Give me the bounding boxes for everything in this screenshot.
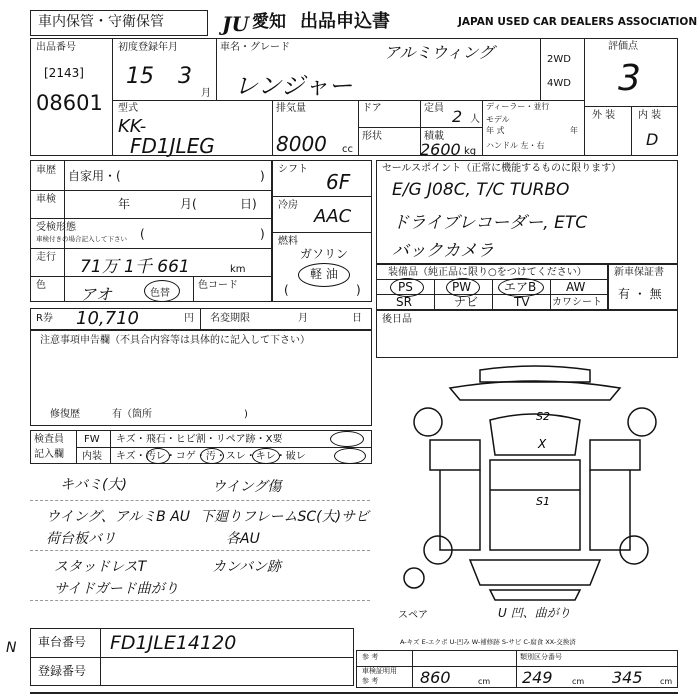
- inspector-l1: 検査員: [34, 434, 64, 445]
- cap-label: 定員: [424, 103, 444, 114]
- dims-len-unit: cm: [478, 677, 491, 686]
- dims-height: 345: [612, 668, 643, 687]
- sales-line3: バックカメラ: [392, 241, 494, 261]
- mileage-label: 走行: [36, 252, 56, 263]
- rename-label: 名変期限: [210, 313, 250, 324]
- disp-unit: cc: [342, 144, 353, 155]
- comment-4: 荷台板バリ: [46, 531, 116, 547]
- door-label: ドア: [362, 103, 382, 114]
- dims-cert1: 車検証明用: [362, 667, 397, 675]
- comment-7: スタッドレスT: [54, 559, 147, 575]
- vehicle-diagram: [390, 360, 680, 620]
- cap-unit: 人: [470, 114, 480, 125]
- load-label: 積載: [424, 131, 444, 142]
- color-code-label: 色コード: [198, 280, 238, 291]
- ext-label: 外 装: [592, 110, 616, 121]
- history-close: ): [260, 169, 265, 183]
- assoc-name: JAPAN USED CAR DEALERS ASSOCIATION: [458, 16, 698, 28]
- mark-s2: S2: [536, 410, 550, 423]
- comment-9: カンバン跡: [212, 559, 282, 575]
- cert-paren: (: [140, 227, 145, 241]
- comment-8: サイドガード曲がり: [54, 581, 179, 597]
- shift-label: シフト: [278, 164, 308, 175]
- recycle-label: R券: [36, 313, 53, 324]
- mark-x: X: [538, 437, 547, 451]
- fuel-label: 燃料: [278, 236, 298, 247]
- inspect-y: 年: [118, 197, 131, 211]
- rear-label: 後日品: [382, 314, 412, 325]
- row2-mark3: [252, 448, 280, 464]
- equip-seat: カワシート: [552, 297, 602, 308]
- equip-pw: PW: [452, 280, 472, 294]
- dims-cert2: 類別区分番号: [520, 653, 562, 661]
- row2-mark1: [146, 448, 170, 464]
- disp-value: 8000: [276, 132, 327, 156]
- equip-tv: TV: [514, 295, 530, 309]
- mark-s1: S1: [536, 495, 550, 508]
- int-value: D: [646, 130, 659, 149]
- warranty-label: 新車保証書: [614, 267, 664, 278]
- score-label: 評価点: [608, 41, 638, 52]
- damage-legend: A-キズ E-エクボ U-凹み W-補修跡 S-サビ C-腐食 XX-交換済: [400, 638, 576, 646]
- row1-items: キズ・飛石・ヒビ割・リペア跡・X要: [116, 434, 283, 445]
- recycle-unit: 円: [184, 313, 194, 324]
- dims-length: 860: [420, 668, 451, 687]
- equip-ps: PS: [398, 280, 413, 294]
- load-value: 2600: [420, 140, 461, 159]
- sales-line2: ドライブレコーダー, ETC: [392, 213, 588, 233]
- inspect-d: 日): [240, 197, 257, 211]
- row2-mark2: [200, 448, 224, 464]
- fuel-diesel: 軽 油: [310, 267, 338, 281]
- history-value: 自家用・(: [68, 169, 121, 183]
- sales-label: セールスポイント（正常に機能するものに限ります）: [382, 163, 622, 174]
- notes-label: 注意事項申告欄（不具合内容等は具体的に記入して下さい）: [40, 335, 310, 346]
- reg-month: 3: [178, 64, 192, 89]
- reg-year: 15: [126, 64, 154, 89]
- warranty-value: 有 ・ 無: [618, 287, 662, 301]
- name-label: 車名・グレード: [220, 42, 290, 53]
- spare-label: スペア: [398, 610, 428, 621]
- cert-sub: 車検付きの場合記入して下さい: [36, 235, 127, 243]
- comment-1: キバミ(大): [60, 477, 127, 493]
- fuel-circle: [298, 263, 350, 287]
- dims-width: 249: [522, 668, 553, 687]
- dims-ref2: 参 考: [362, 677, 379, 685]
- inspector-l2: 記入欄: [34, 449, 64, 460]
- margin-mark: N: [6, 640, 17, 656]
- comment-3: ウイング、アルミB AU: [46, 509, 191, 525]
- comment-6: 各AU: [226, 531, 260, 547]
- lot-sub: [2143]: [44, 66, 84, 80]
- equip-label: 装備品（純正品に限り○をつけてください）: [388, 267, 587, 278]
- grade-value: アルミウィング: [384, 43, 495, 62]
- comment-2: ウイング傷: [212, 479, 282, 495]
- shape-label: 形状: [362, 131, 382, 142]
- chassis-label: 車台番号: [38, 635, 87, 649]
- cert-close: ): [260, 227, 265, 241]
- shift-value: 6F: [326, 170, 351, 194]
- fuel-paren: (: [284, 283, 289, 297]
- storage-label: 車内保管・守衛保管: [38, 14, 164, 30]
- model-value: レンジャー: [234, 72, 353, 100]
- under-note: U 凹、曲がり: [498, 606, 571, 620]
- row2-cat: 内装: [82, 451, 102, 462]
- lot-label: 出品番号: [36, 42, 76, 53]
- color-value: アオ: [80, 285, 112, 304]
- color-change-circle: [144, 280, 180, 302]
- equip-sr: SR: [396, 295, 412, 309]
- sales-line1: E/G J08C, T/C TURBO: [392, 180, 570, 200]
- equip-airbag: エアB: [504, 280, 537, 294]
- rename-d: 日: [352, 313, 362, 324]
- repair-value: 有（箇所: [112, 409, 152, 420]
- row2-mark4: [334, 448, 366, 464]
- dealer-l3: 年 式: [486, 126, 505, 135]
- int-label: 内 装: [638, 110, 662, 121]
- form-title: 出品申込書: [300, 11, 390, 32]
- history-label: 車歴: [36, 165, 56, 176]
- cap-value: 2: [452, 107, 463, 126]
- ac-value: AAC: [314, 206, 352, 227]
- dealer-l4: ハンドル 左・右: [486, 141, 545, 150]
- reg-month-unit: 月: [201, 88, 211, 99]
- chassis-value: FD1JLE14120: [110, 632, 237, 654]
- rear-block: [376, 310, 678, 358]
- score-value: 3: [618, 58, 641, 99]
- repair-label: 修復歴: [50, 409, 80, 420]
- type-prefix: KK-: [118, 116, 147, 137]
- row1-mark: [330, 431, 364, 447]
- recycle-value: 10,710: [76, 308, 139, 329]
- dims-hei-unit: cm: [660, 677, 673, 686]
- fuel-gas: ガソリン: [300, 247, 349, 261]
- org-name: 愛知: [252, 12, 286, 32]
- color-change: 色替: [150, 288, 170, 299]
- mileage-unit: km: [230, 264, 246, 275]
- repair-close: ): [244, 409, 248, 420]
- drive-2wd: 2WD: [547, 54, 571, 65]
- dims-wid-unit: cm: [572, 677, 585, 686]
- dealer-l1: ディーラー・並行: [486, 102, 550, 111]
- fuel-close: ): [356, 283, 361, 297]
- lot-number: 08601: [36, 91, 103, 115]
- regno-label: 登録番号: [38, 664, 87, 678]
- row1-fw: FW: [84, 434, 100, 445]
- mileage-value: 71万 1千 661: [80, 257, 190, 277]
- inspect-label: 車検: [36, 194, 56, 205]
- row2-items: キズ・汚レ・コゲ・汚・スレ・キレ・破レ: [116, 451, 306, 462]
- comment-5: 下廻りフレームSC(大)サビ: [200, 509, 370, 525]
- dealer-l3u: 年: [570, 126, 578, 135]
- top-info-block: [30, 38, 678, 156]
- type-code: FD1JLEG: [130, 134, 215, 158]
- rename-m: 月: [298, 313, 308, 324]
- load-unit: kg: [464, 146, 477, 157]
- equip-navi: ナビ: [454, 295, 479, 309]
- ac-label: 冷房: [278, 200, 298, 211]
- dealer-l2: モデル: [486, 115, 510, 124]
- equip-aw: AW: [566, 280, 586, 294]
- disp-label: 排気量: [276, 103, 306, 114]
- ju-logo: JU: [222, 12, 249, 36]
- cert-label: 受検形態: [36, 222, 76, 233]
- color-label: 色: [36, 280, 46, 291]
- type-label: 型式: [118, 103, 138, 114]
- drive-4wd: 4WD: [547, 78, 571, 89]
- dims-ref1: 参 考: [362, 653, 379, 661]
- reg-label: 初度登録年月: [118, 42, 178, 53]
- inspect-m: 月(: [180, 197, 197, 211]
